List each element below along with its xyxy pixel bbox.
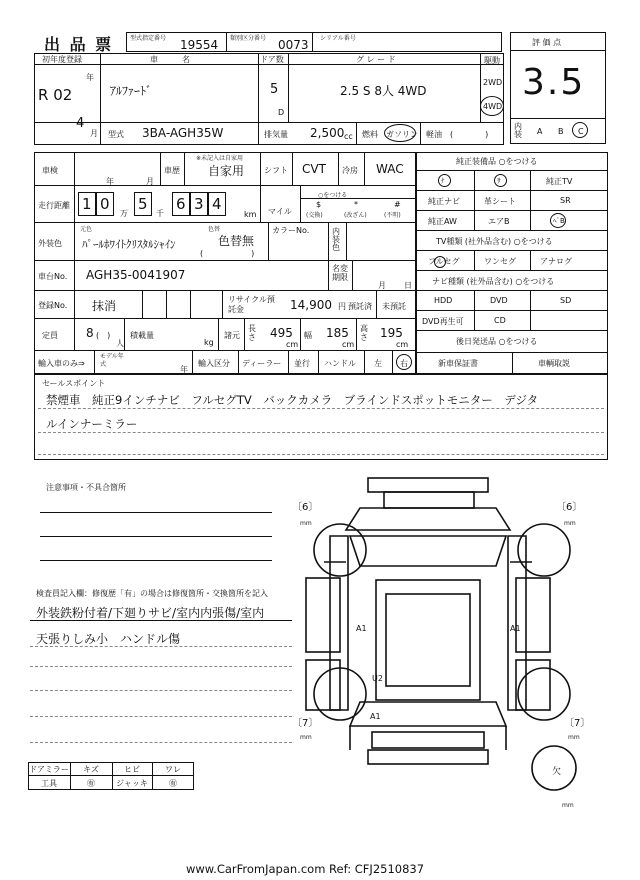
tv-analog: アナログ bbox=[540, 257, 572, 266]
equip-r3-c3: ﾍﾟB bbox=[553, 217, 565, 225]
left-rear-door bbox=[306, 660, 340, 710]
equip-r1-c1: ﾅ bbox=[441, 177, 445, 185]
model-year-suffix: 年 bbox=[180, 365, 188, 374]
mileage-digit-6: 4 bbox=[212, 195, 222, 213]
sales-line-2: ルインナーミラー bbox=[46, 417, 138, 431]
equip-r1-c2: ｻ bbox=[497, 177, 501, 185]
tv-title: TV種類 (社外品含む) ○をつける bbox=[436, 237, 553, 246]
category-value: 0073 bbox=[278, 38, 309, 52]
height-label: 高さ bbox=[360, 324, 368, 342]
grade-value: 2.5 S 8人 4WD bbox=[340, 84, 427, 98]
shaken-month: 月 bbox=[146, 177, 154, 186]
tv-fullseg: フルセグ bbox=[428, 257, 460, 266]
note-line-1: 外装鉄粉付着/下廻りサビ/室内内張傷/室内 bbox=[36, 606, 265, 620]
footer-reference: www.CarFromJapan.com Ref: CFJ2510837 bbox=[186, 862, 425, 876]
mileage-digit-1: 1 bbox=[82, 195, 92, 213]
tire-front-left bbox=[314, 524, 366, 576]
drive-2wd: 2WD bbox=[483, 78, 503, 87]
size-label: 諸元 bbox=[224, 331, 240, 340]
color-num-label: 色替 bbox=[208, 226, 221, 233]
model-value: 3BA-AGH35W bbox=[142, 126, 224, 140]
legend-tools-value: ㊒ bbox=[87, 779, 95, 788]
score-value: 3.5 bbox=[522, 62, 586, 103]
interior-label: 内装 bbox=[514, 122, 522, 139]
equip-r2-c3: SR bbox=[560, 196, 571, 205]
color-change: 色替無 bbox=[218, 234, 255, 248]
tv-fullseg-circle bbox=[434, 256, 446, 268]
color-orig-label: 元色 bbox=[80, 226, 93, 233]
legend-door-mirror: ドアミラー bbox=[29, 765, 69, 774]
score-label: 評 価 点 bbox=[532, 38, 562, 47]
navi-hdd: HDD bbox=[434, 296, 453, 305]
front-bumper bbox=[368, 478, 488, 492]
navi-dvd: DVD bbox=[490, 296, 508, 305]
displacement-label: 排気量 bbox=[264, 130, 288, 139]
docs-title: 後日発送品 ○をつける bbox=[456, 337, 538, 346]
navi-sd: SD bbox=[560, 296, 572, 305]
tv-oneseg: ワンセグ bbox=[484, 257, 516, 266]
interior-grade-circle bbox=[572, 122, 588, 138]
steering-right-circle bbox=[396, 354, 412, 370]
docs-manual: 車輌取説 bbox=[538, 359, 570, 368]
drive-label: 駆動 bbox=[484, 56, 500, 65]
equip-r1-c3: 純正TV bbox=[546, 177, 573, 186]
fuel-value: ガソリン bbox=[386, 130, 418, 139]
capacity-unit: 人 bbox=[116, 339, 124, 348]
model-cert-value: 19554 bbox=[180, 38, 219, 52]
first-reg-month: 4 bbox=[76, 116, 85, 131]
damage-a1-right: A1 bbox=[510, 624, 521, 633]
navi-title: ナビ種類 (社外品含む) ○をつける bbox=[432, 277, 555, 286]
fuel-circle bbox=[384, 124, 416, 142]
tire-front-right-unit: mm bbox=[564, 520, 576, 527]
drive-4wd: 4WD bbox=[483, 102, 503, 111]
equip-r3-c1: 純正AW bbox=[428, 217, 457, 226]
left-front-door bbox=[306, 578, 340, 652]
docs-warranty: 新車保証書 bbox=[438, 359, 478, 368]
capacity-value: 8 bbox=[86, 326, 94, 340]
interior-grade-c: C bbox=[578, 127, 584, 136]
navi-dvd-play: DVD再生可 bbox=[422, 317, 464, 326]
first-reg-label: 初年度登録 bbox=[42, 55, 82, 64]
meter-hash: # bbox=[394, 200, 401, 209]
shift-label: シフト bbox=[264, 166, 288, 175]
model-year-label: モデル年式 bbox=[100, 353, 124, 368]
drive-4wd-circle bbox=[480, 96, 504, 116]
length-unit: cm bbox=[286, 340, 299, 349]
height-unit: cm bbox=[396, 340, 409, 349]
equip-r2-c2: 革シート bbox=[484, 197, 516, 206]
legend-jack-value: ㊒ bbox=[169, 779, 177, 788]
width-value: 185 bbox=[326, 326, 349, 340]
name-change-month: 月 bbox=[378, 281, 386, 290]
tire-front-left-size: 〔6〕 bbox=[292, 502, 319, 513]
color-value: ﾊﾟｰﾙﾎﾜｲﾄｸﾘｽﾀﾙｼｬｲﾝ bbox=[82, 238, 176, 251]
import-parallel: 並行 bbox=[294, 359, 310, 368]
meter-note: ○をつける bbox=[318, 192, 348, 199]
interior-grade-a: A bbox=[537, 127, 543, 136]
fuel-label: 燃料 bbox=[362, 130, 378, 139]
tire-rear-right-size: 〔7〕 bbox=[564, 718, 591, 729]
mileage-digit-3: 5 bbox=[138, 195, 148, 213]
mileage-digit-2: 0 bbox=[100, 195, 110, 213]
legend-tools: 工具 bbox=[41, 779, 57, 788]
model-label: 型式 bbox=[108, 130, 124, 139]
use-note: ※未記入は自家用 bbox=[196, 155, 244, 162]
mileage-unit: km bbox=[244, 210, 257, 219]
color-no-label: カラーNo. bbox=[272, 226, 310, 235]
mileage-digit-5: 3 bbox=[194, 195, 204, 213]
inspector-label: 検査員記入欄：修復歴「有」の場合は修復箇所・交換箇所を記入 bbox=[36, 589, 268, 598]
recycle-label: リサイクル預託金 bbox=[228, 295, 275, 314]
right-front-door bbox=[516, 578, 550, 652]
model-cert-label: 型式指定番号 bbox=[130, 35, 167, 42]
steering-label: ハンドル bbox=[324, 359, 356, 368]
import-dealer: ディーラー bbox=[242, 359, 282, 368]
recycle-value: 14,900 bbox=[290, 298, 332, 312]
legend-break: ワレ bbox=[165, 765, 181, 774]
use-value: 自家用 bbox=[208, 164, 245, 178]
damage-a1-rear: A1 bbox=[370, 712, 381, 721]
sales-label: セールスポイント bbox=[42, 379, 106, 388]
car-name-label: 車 名 bbox=[150, 55, 190, 64]
meter-star: * bbox=[354, 200, 358, 209]
tire-front-left-unit: mm bbox=[300, 520, 312, 527]
import-type-label: 輸入区分 bbox=[198, 359, 230, 368]
name-change-label: 名変期限 bbox=[332, 264, 348, 282]
meter-exchange: (交換) bbox=[306, 212, 323, 219]
windshield bbox=[350, 536, 506, 566]
capacity-label: 定員 bbox=[42, 331, 58, 340]
width-unit: cm bbox=[342, 340, 355, 349]
ac-value: WAC bbox=[376, 162, 404, 176]
category-label: 類別区分番号 bbox=[230, 35, 267, 42]
spare-missing-mark: 欠 bbox=[552, 767, 562, 777]
import-label: 輸入車のみ⇒ bbox=[38, 359, 85, 368]
meter-tampered: (改ざん) bbox=[344, 212, 367, 219]
chassis-value: AGH35-0041907 bbox=[86, 268, 186, 282]
first-reg-era: R 02 bbox=[38, 86, 73, 104]
mile-label: マイル bbox=[268, 207, 292, 216]
equip-r3-c2: エアB bbox=[488, 217, 510, 226]
car-name: ｱﾙﾌｧｰﾄﾞ bbox=[110, 84, 153, 98]
tire-front-right-size: 〔6〕 bbox=[556, 502, 583, 513]
first-reg-month-suffix: 月 bbox=[90, 129, 98, 138]
displacement-value: 2,500 bbox=[310, 126, 345, 140]
grade-label: グ レ ー ド bbox=[356, 55, 396, 64]
doors-label: ドア数 bbox=[260, 55, 284, 64]
damage-u2: U2 bbox=[372, 674, 383, 683]
meter-unknown: (不明) bbox=[384, 212, 401, 219]
doors-suffix: D bbox=[278, 108, 285, 117]
light-oil-label: 軽油 bbox=[426, 130, 442, 139]
front-grille bbox=[384, 492, 474, 508]
caution-label: 注意事項・不具合箇所 bbox=[46, 483, 126, 492]
navi-cd: CD bbox=[494, 316, 506, 325]
steering-right: 右 bbox=[400, 359, 408, 368]
spare-tire-unit: mm bbox=[562, 802, 574, 809]
use-label: 車歴 bbox=[164, 166, 180, 175]
length-value: 495 bbox=[270, 326, 293, 340]
width-label: 幅 bbox=[304, 331, 312, 340]
reg-value: 抹消 bbox=[92, 299, 117, 313]
first-reg-year-suffix: 年 bbox=[86, 73, 94, 82]
length-label: 長さ bbox=[248, 324, 256, 342]
shift-value: CVT bbox=[302, 162, 326, 176]
doors-value: 5 bbox=[270, 82, 279, 97]
tire-rear-left-size: 〔7〕 bbox=[292, 718, 319, 729]
mileage-label: 走行距離 bbox=[38, 201, 70, 210]
note-line-2: 天張りしみ小 ハンドル傷 bbox=[36, 632, 181, 646]
color-label: 外装色 bbox=[38, 239, 62, 248]
tire-rear-left-unit: mm bbox=[300, 734, 312, 741]
equip-r2-c1: 純正ナビ bbox=[428, 197, 460, 206]
genuine-title: 純正装備品 ○をつける bbox=[456, 157, 538, 166]
recycle-unit: 円 bbox=[338, 302, 346, 311]
sheet-title: 出 品 票 bbox=[44, 35, 114, 54]
legend-scratch: キズ bbox=[83, 765, 99, 774]
meter-dollar: $ bbox=[316, 200, 322, 209]
legend-crack: ヒビ bbox=[124, 765, 140, 774]
recycle-paid: 預託済 bbox=[348, 302, 372, 311]
load-label: 積載量 bbox=[130, 331, 154, 340]
reg-label: 登録No. bbox=[38, 301, 68, 310]
load-unit: kg bbox=[204, 338, 214, 347]
interior-color-label: 内装色 bbox=[332, 227, 340, 252]
tailgate bbox=[372, 732, 484, 748]
light-oil-paren: ( ) bbox=[450, 130, 489, 139]
shaken-label: 車検 bbox=[42, 166, 58, 175]
displacement-unit: cc bbox=[344, 132, 353, 141]
name-change-day: 日 bbox=[404, 281, 412, 290]
damage-a1-left: A1 bbox=[356, 624, 367, 633]
rear-bumper bbox=[368, 750, 488, 764]
recycle-unpaid: 未預託 bbox=[382, 302, 406, 311]
serial-label: シリアル番号 bbox=[320, 35, 356, 42]
interior-grade-b: B bbox=[558, 127, 564, 136]
chassis-label: 車台No. bbox=[38, 272, 68, 281]
steering-left: 左 bbox=[374, 359, 382, 368]
mileage-thousand: 千 bbox=[156, 209, 164, 218]
height-value: 195 bbox=[380, 326, 403, 340]
mileage-digit-4: 6 bbox=[176, 195, 186, 213]
mileage-man: 万 bbox=[120, 209, 128, 218]
tire-rear-right-unit: mm bbox=[568, 734, 580, 741]
ac-label: 冷房 bbox=[342, 166, 358, 175]
roof bbox=[376, 580, 480, 700]
hood bbox=[346, 508, 510, 530]
legend-jack: ジャッキ bbox=[116, 779, 148, 788]
sales-line-1: 禁煙車 純正9インチナビ フルセグTV バックカメラ ブラインドスポットモニター デジタ bbox=[46, 393, 539, 407]
shaken-year: 年 bbox=[106, 177, 114, 186]
